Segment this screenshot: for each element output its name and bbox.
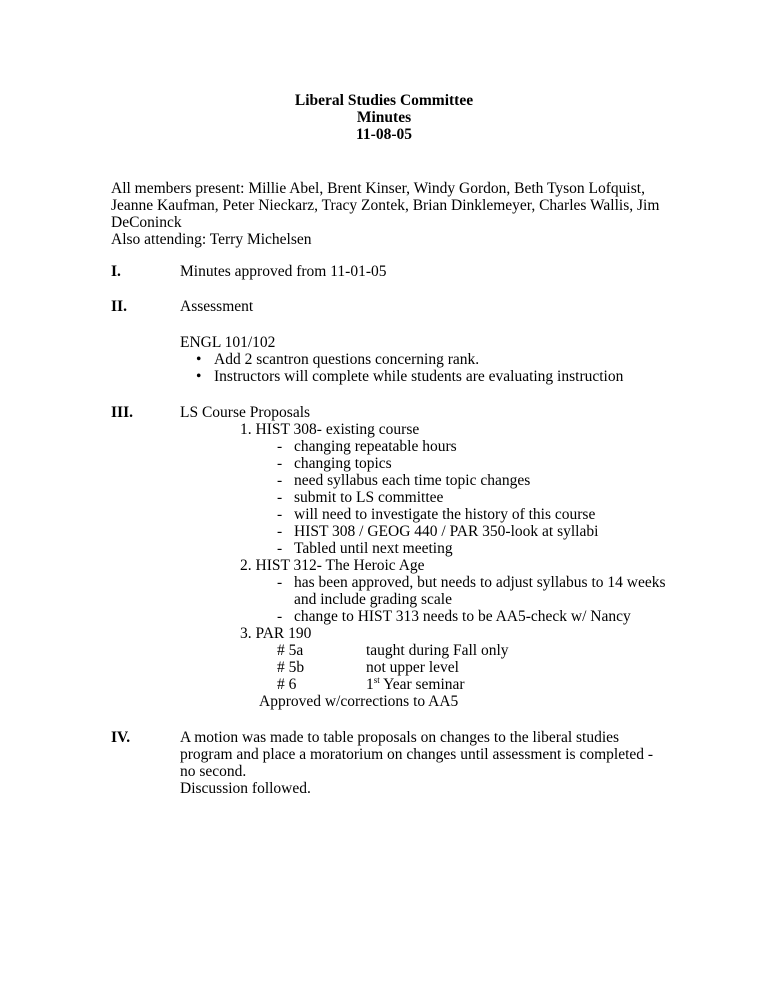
dash-glyph: - xyxy=(277,472,283,489)
dash-glyph: - xyxy=(277,523,283,540)
attendance-block xyxy=(111,180,671,248)
proposal-note: Tabled until next meeting xyxy=(294,540,453,557)
section-number: II. xyxy=(111,298,127,315)
criteria-code: # 5b xyxy=(277,659,305,676)
criteria-description: taught during Fall only xyxy=(366,642,509,659)
ordinal-suffix: st xyxy=(373,674,380,685)
criteria-code: # 6 xyxy=(277,676,297,693)
attendance-line: Jeanne Kaufman, Peter Nieckarz, Tracy Zontek, Brian Dinklemeyer, Charles Wallis, Jim xyxy=(111,197,660,214)
paragraph-line: no second. xyxy=(180,763,247,780)
paragraph-line: Discussion followed. xyxy=(180,780,311,797)
proposal-note-continued: and include grading scale xyxy=(294,591,452,608)
section-text: LS Course Proposals xyxy=(180,404,311,421)
dash-glyph: - xyxy=(277,608,283,625)
proposal-note: changing topics xyxy=(294,455,392,472)
dash-glyph: - xyxy=(277,574,283,591)
bullet-item: Add 2 scantron questions concerning rank. xyxy=(214,351,480,368)
course-code: ENGL 101/102 xyxy=(180,334,276,351)
ordinal-number: 1 xyxy=(366,676,374,693)
dash-glyph: - xyxy=(277,540,283,557)
attendance-line: All members present: Millie Abel, Brent Kinser, Windy Gordon, Beth Tyson Lofquist, xyxy=(111,180,645,197)
proposal-note: has been approved, but needs to adjust syllabus to 14 weeks xyxy=(294,574,666,591)
committee-title: Liberal Studies Committee xyxy=(294,92,474,109)
bullet-glyph: • xyxy=(196,351,202,368)
section-text: Minutes approved from 11-01-05 xyxy=(180,263,387,280)
meeting-date: 11-08-05 xyxy=(356,126,412,143)
proposal-item-title: 2. HIST 312- The Heroic Age xyxy=(240,557,425,574)
dash-glyph: - xyxy=(277,489,283,506)
paragraph-line: A motion was made to table proposals on changes to the liberal studies xyxy=(180,729,620,746)
proposal-note: changing repeatable hours xyxy=(294,438,457,455)
dash-glyph: - xyxy=(277,455,283,472)
bullet-glyph: • xyxy=(196,368,202,385)
dash-glyph: - xyxy=(277,438,283,455)
proposal-note: will need to investigate the history of this course xyxy=(294,506,596,523)
bullet-item: Instructors will complete while students are evaluating instruction xyxy=(214,368,624,385)
description-text: Year seminar xyxy=(379,676,465,693)
proposal-note: HIST 308 / GEOG 440 / PAR 350-look at syllabi xyxy=(294,523,599,540)
also-attending: Also attending: Terry Michelsen xyxy=(111,231,312,248)
dash-glyph: - xyxy=(277,506,283,523)
section-number: I. xyxy=(111,263,121,280)
attendance-line: DeConinck xyxy=(111,214,182,231)
section-number: III. xyxy=(111,404,133,421)
document-subtitle: Minutes xyxy=(356,109,412,126)
document-header xyxy=(0,92,768,143)
criteria-description: not upper level xyxy=(366,659,459,676)
criteria-description xyxy=(366,676,465,693)
paragraph-line: program and place a moratorium on changes until assessment is completed - xyxy=(180,746,654,763)
proposal-note: need syllabus each time topic changes xyxy=(294,472,531,489)
approval-note: Approved w/corrections to AA5 xyxy=(259,693,459,710)
section-number: IV. xyxy=(111,729,131,746)
section-text xyxy=(180,729,680,797)
proposal-item-title: 3. PAR 190 xyxy=(240,625,312,642)
proposal-item-title: 1. HIST 308- existing course xyxy=(240,421,420,438)
criteria-code: # 5a xyxy=(277,642,304,659)
proposal-note: change to HIST 313 needs to be AA5-check w/ Nancy xyxy=(294,608,631,625)
proposal-note: submit to LS committee xyxy=(294,489,444,506)
section-text: Assessment xyxy=(180,298,254,315)
